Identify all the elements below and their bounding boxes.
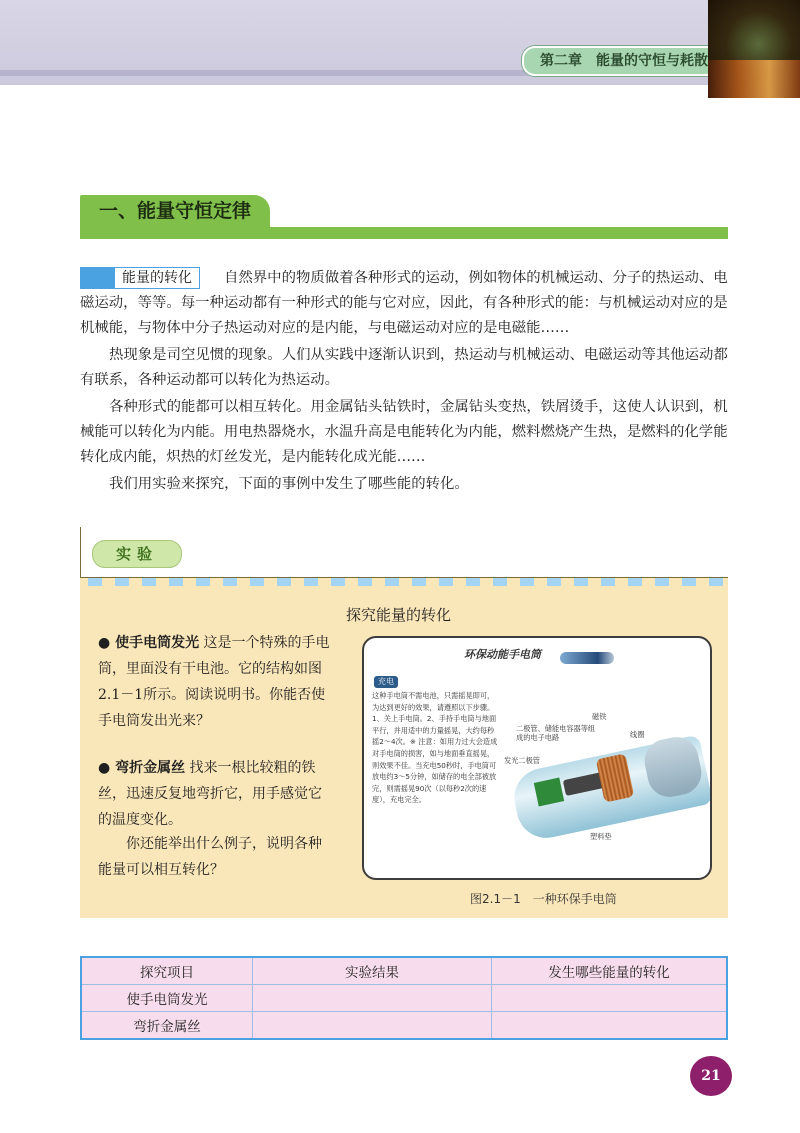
paragraph-3: 各种形式的能都可以相互转化。用金属钻头钻铁时，金属钻头变热，铁屑烫手，这使人认识到，机械能可以转化为内能。用电热器烧水，水温升高是电能转化为内能，燃料燃烧产生热，是燃料的化学能转化成内能，炽热的灯丝发光，是内能转化成光能…… [80, 399, 728, 465]
table-header-conversion: 发生哪些能量的转化 [492, 957, 728, 985]
section-title-bar [80, 227, 728, 239]
table-header-item: 探究项目 [81, 957, 253, 985]
experiment-item-wire-body: 找来一根比较粗的铁丝，迅速反复地弯折它，用手感觉它的温度变化。 [98, 760, 322, 828]
table-cell: 使手电筒发光 [81, 985, 253, 1012]
experiment-item-flashlight [98, 630, 334, 734]
inquiry-table [80, 956, 728, 1040]
page-number: 21 [690, 1056, 732, 1096]
label-circuit: 二极管、储能电容器等组成的电子电路 [516, 724, 596, 742]
label-magnet: 磁铁 [592, 712, 607, 721]
experiment-item-wire [98, 755, 334, 833]
table-header-row [81, 957, 727, 985]
table-row [81, 985, 727, 1012]
rocket-flame-glow [708, 60, 800, 98]
experiment-label: 实验 [92, 540, 182, 568]
table-cell [253, 1012, 492, 1040]
section-title-tab [80, 195, 270, 227]
table-cell: 弯折金属丝 [81, 1012, 253, 1040]
table-row [81, 1012, 727, 1040]
label-pad: 塑料垫 [590, 832, 612, 841]
table-cell [492, 985, 728, 1012]
figure-caption: 图2.1－1 一种环保手电筒 [470, 892, 617, 906]
paragraph-4: 我们用实验来探究，下面的事例中发生了哪些能的转化。 [109, 476, 469, 492]
experiment-item-wire-head: ● 弯折金属丝 [98, 760, 186, 776]
experiment-item-flashlight-head: ● 使手电筒发光 [98, 635, 200, 651]
experiment-frame-left [80, 527, 81, 579]
flashlight-figure [362, 636, 712, 880]
figure-title: 环保动能手电筒 [464, 648, 541, 661]
table-cell [253, 985, 492, 1012]
figure-instructions: 这种手电筒不需电池，只需摇晃即可，为达到更好的效果，请遵照以下步骤。1、关上手电筒。2、手持手电筒与地面平行，并用适中的力量摇晃，大约每秒摇2～4次。※ 注意：如用力过大会造成对手电筒的损害，如与地面垂直摇晃，则效果不佳。当充电50秒时，手电筒可放电约3～5分钟，如储存的电全部被放完，则需摇晃90次（以每秒2次的速度），充电完全。 [372, 691, 498, 805]
label-coil: 线圈 [630, 730, 645, 739]
table-header-result: 实验结果 [253, 957, 492, 985]
experiment-question: 你还能举出什么例子，说明各种能量可以相互转化？ [98, 836, 322, 878]
flashlight-thumbnail-icon [560, 652, 614, 664]
section-title: 一、能量守恒定律 [98, 200, 251, 222]
table-cell [492, 1012, 728, 1040]
experiment-dash-border [80, 578, 728, 586]
experiment-item-flashlight-body: 这是一个特殊的手电筒，里面没有干电池。它的结构如图2.1－1所示。阅读说明书。你能否使手电筒发出光来？ [98, 635, 330, 729]
subtopic-label: 能量的转化 [114, 267, 200, 289]
paragraph-2: 热现象是司空见惯的现象。人们从实践中逐渐认识到，热运动与机械运动、电磁运动等其他运动都有联系，各种运动都可以转化为热运动。 [80, 347, 728, 388]
chapter-label: 第二章 能量的守恒与耗散 [540, 53, 708, 69]
paragraph-1: 自然界中的物质做着各种形式的运动，例如物体的机械运动、分子的热运动、电磁运动，等等。每一种运动都有一种形式的能与它对应，因此，有各种形式的能：与机械运动对应的是机械能，与物体中分子热运动对应的是内能，与电磁运动对应的是电磁能…… [80, 270, 728, 336]
label-led: 发光二极管 [504, 756, 540, 765]
charge-tag: 充电 [374, 676, 398, 688]
experiment-title: 探究能量的转化 [346, 606, 452, 624]
